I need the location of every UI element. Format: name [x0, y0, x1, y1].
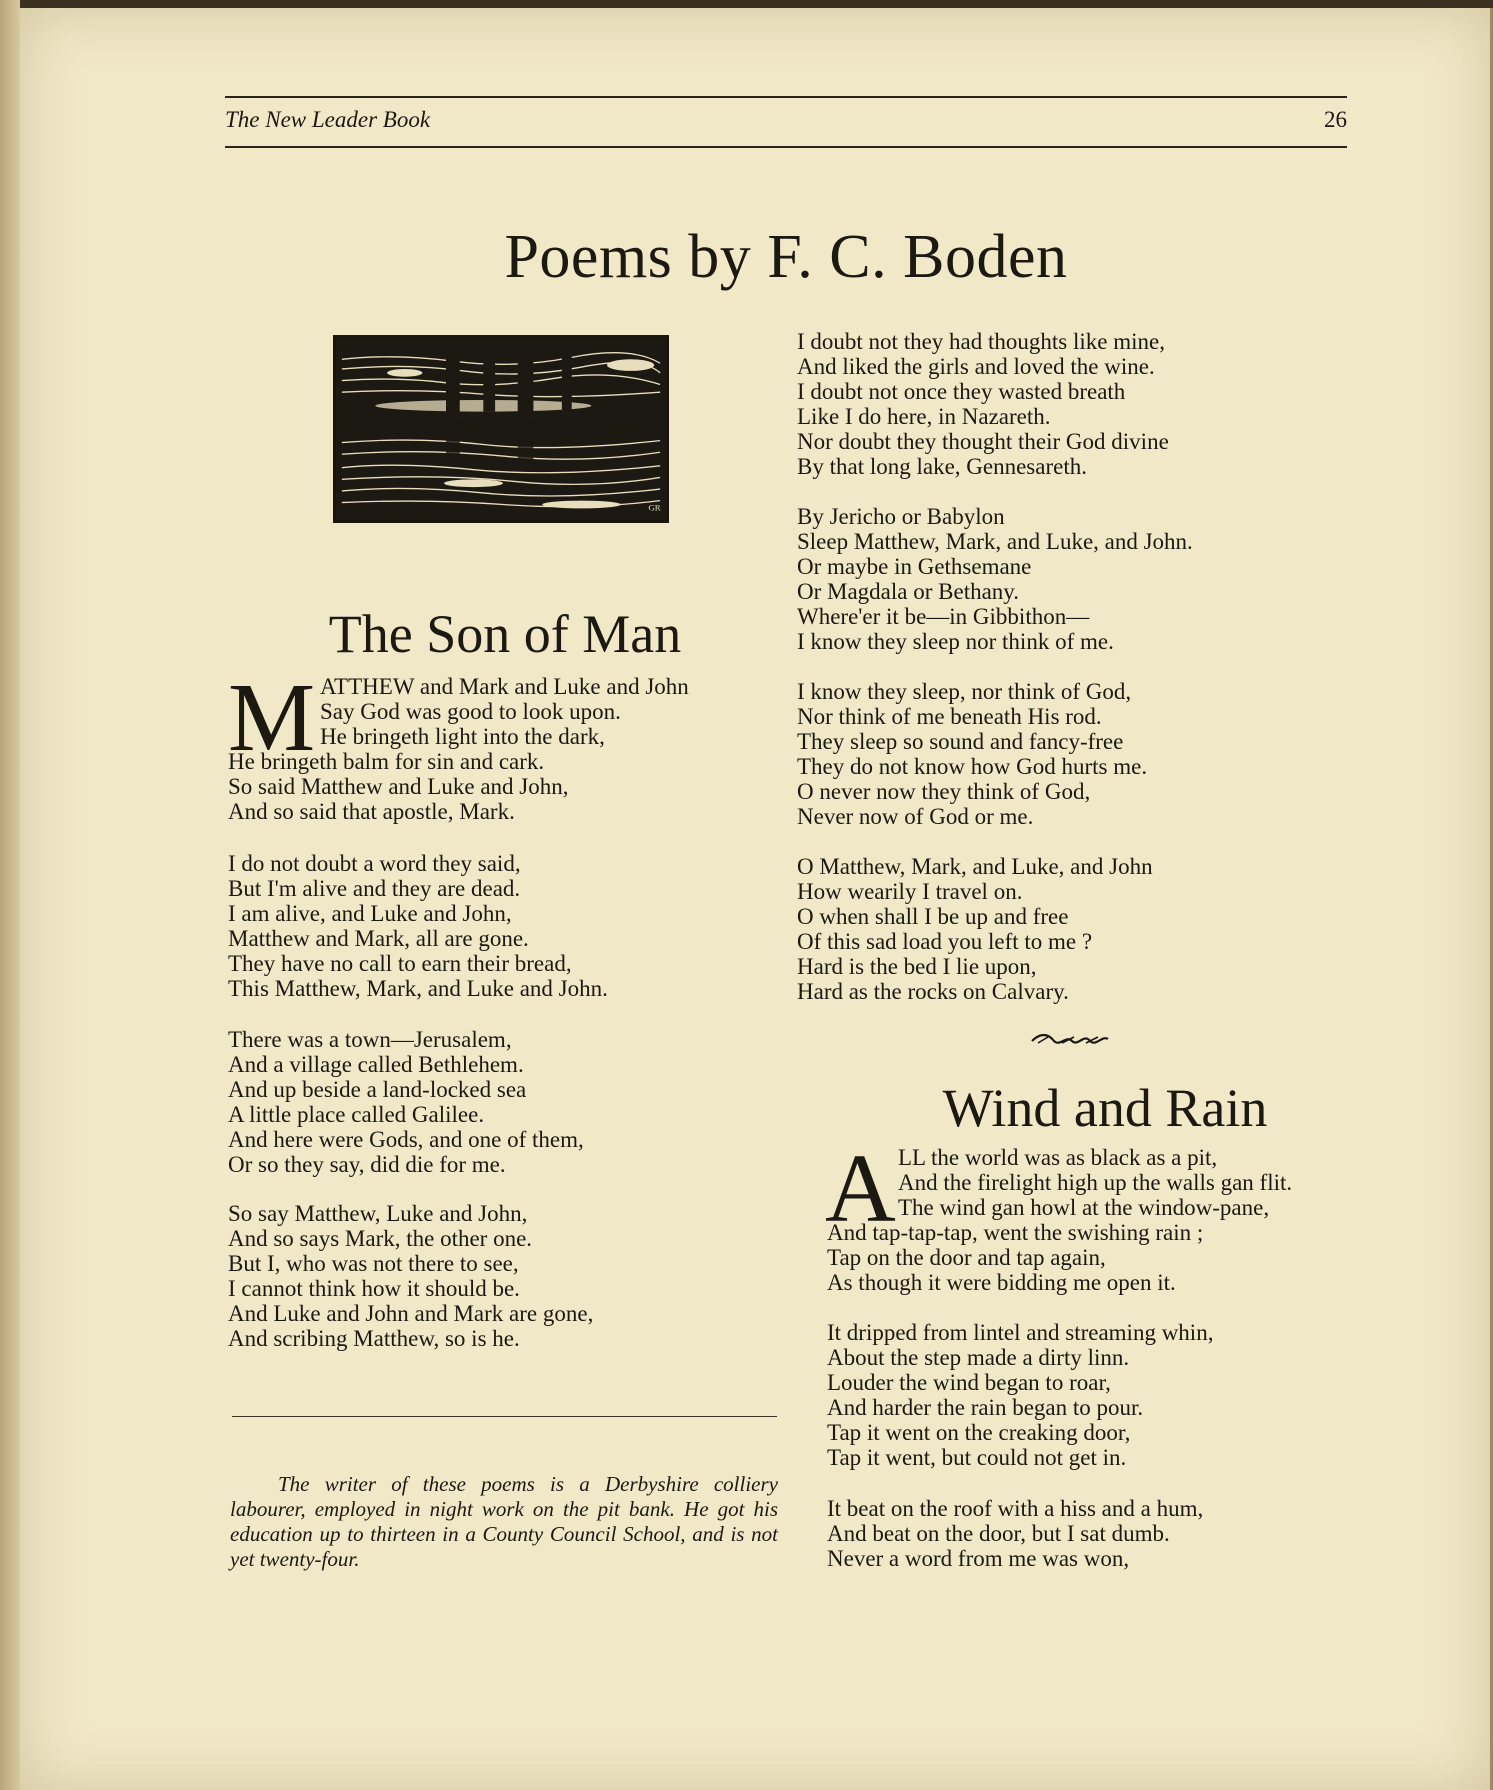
page-title: Poems by F. C. Boden	[504, 223, 1068, 291]
author-note: The writer of these poems is a Derbyshire colliery labourer, employed in night work on the pit bank. He got his education up to thirteen in a County Council School, and is not yet twenty-four.	[230, 1472, 778, 1571]
divider-rule	[232, 1416, 777, 1417]
son-stanza-8: O Matthew, Mark, and Luke, and John How wearily I travel on. O when shall I be up and free Of this sad load you left to me ? Hard is the bed I lie upon, Hard as the rocks on Calvary.	[797, 854, 1153, 1004]
wind-stanza-3: It beat on the roof with a hiss and a hum, And beat on the door, but I sat dumb. Never a word from me was won,	[827, 1496, 1204, 1571]
ornament-flourish-icon	[1030, 1031, 1110, 1047]
son-stanza-1-rest: He bringeth balm for sin and cark. So said Matthew and Luke and John, And so said that apostle, Mark.	[228, 749, 569, 824]
son-opening-line-2: Say God was good to look upon.	[320, 699, 621, 724]
son-stanza-5: I doubt not they had thoughts like mine, And liked the girls and loved the wine. I doubt not once they wasted breath Like I do here, in Nazareth. Nor doubt they thought their God divine By that long lake, Gennesareth.	[797, 329, 1169, 479]
wind-opening-line-1: LL the world was as black as a pit,	[898, 1145, 1218, 1170]
page-top-edge	[0, 0, 1493, 8]
poem-title-son-of-man: The Son of Man	[328, 604, 682, 664]
svg-text:GR: GR	[648, 502, 661, 513]
running-title: The New Leader Book	[225, 107, 431, 132]
woodcut-lake-trees-image	[336, 338, 666, 520]
son-opening-line-3: He bringeth light into the dark,	[320, 724, 605, 749]
son-stanza-6: By Jericho or Babylon Sleep Matthew, Mark, and Luke, and John. Or maybe in Gethsemane Or Magdala or Bethany. Where'er it be—in Gibbithon— I know they sleep nor think of me.	[797, 504, 1193, 654]
running-header	[225, 96, 1347, 148]
son-stanza-2: I do not doubt a word they said, But I'm alive and they are dead. I am alive, and Luke and John, Matthew and Mark, all are gone. They have no call to earn their bread, This Matthew, Mark, and Luke and John.	[228, 851, 608, 1001]
page-left-edge	[0, 0, 20, 1790]
page-number: 26	[1324, 107, 1347, 132]
son-stanza-3: There was a town—Jerusalem, And a village called Bethlehem. And up beside a land-locked sea A little place called Galilee. And here were Gods, and one of them, Or so they say, did die for me.	[228, 1027, 584, 1177]
son-stanza-4: So say Matthew, Luke and John, And so says Mark, the other one. But I, who was not there to see, I cannot think how it should be. And Luke and John and Mark are gone, And scribing Matthew, so is he.	[228, 1201, 594, 1351]
wind-stanza-2: It dripped from lintel and streaming whin, About the step made a dirty linn. Louder the wind began to roar, And harder the rain began to pour. Tap it went on the creaking door, Tap it went, but could not get in.	[827, 1320, 1214, 1470]
wind-opening-line-2: And the firelight high up the walls gan flit.	[898, 1170, 1293, 1195]
wind-stanza-1-rest: And tap-tap-tap, went the swishing rain ; Tap on the door and tap again, As though it were bidding me open it.	[827, 1220, 1204, 1295]
poem-title-wind-and-rain: Wind and Rain	[942, 1078, 1268, 1138]
drop-cap-a: A	[825, 1135, 896, 1243]
son-opening-line-1: ATTHEW and Mark and Luke and John	[320, 674, 689, 699]
drop-cap-m: M	[228, 664, 316, 772]
wind-opening-line-3: The wind gan howl at the window-pane,	[898, 1195, 1270, 1220]
son-stanza-7: I know they sleep, nor think of God, Nor think of me beneath His rod. They sleep so sound and fancy-free They do not know how God hurts me. O never now they think of God, Never now of God or me.	[797, 679, 1148, 829]
woodcut-illustration	[333, 335, 669, 523]
